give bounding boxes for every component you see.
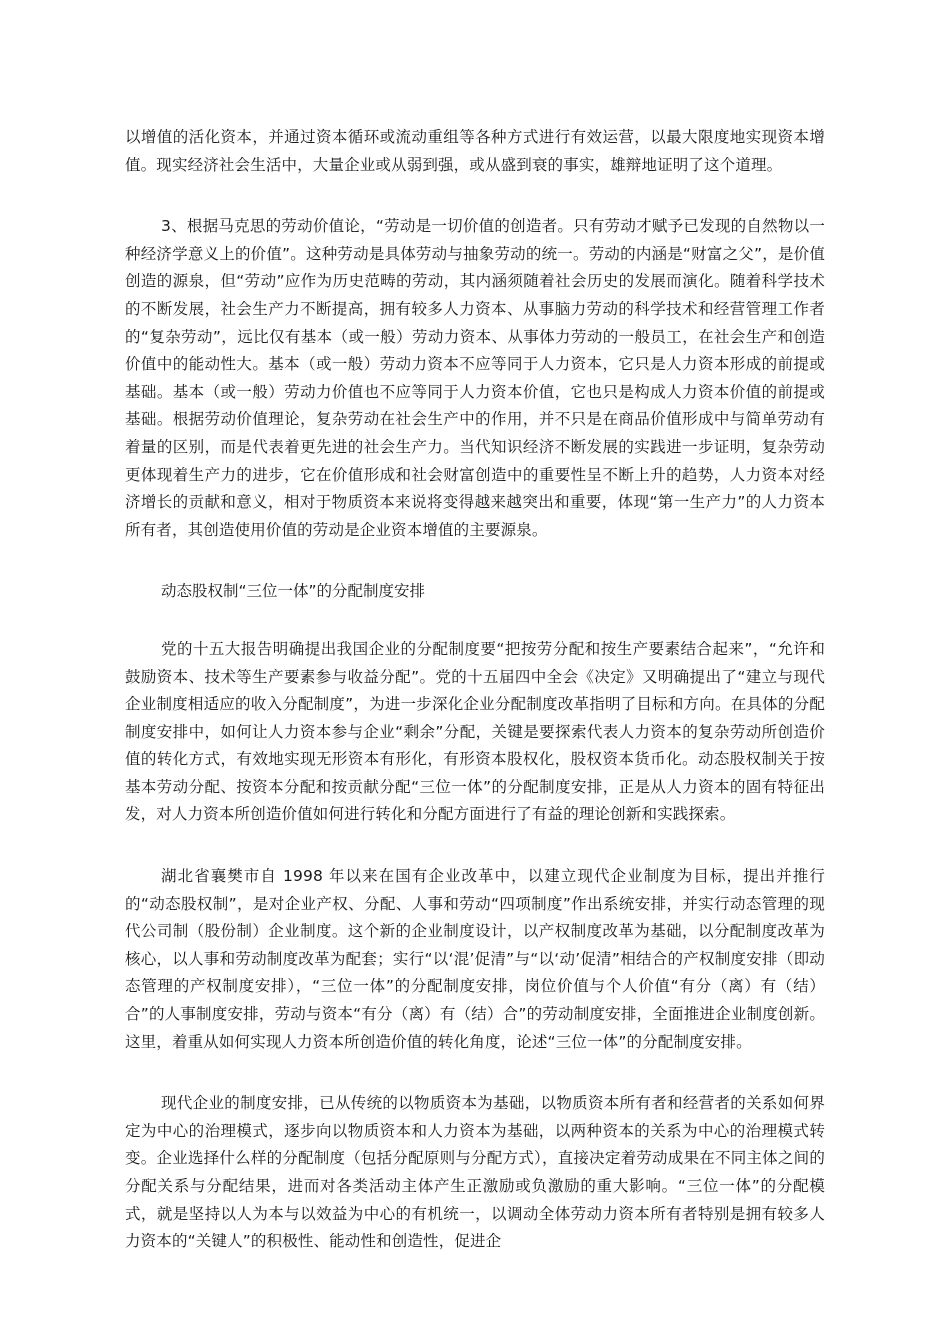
- paragraph-distribution-policy: 党的十五大报告明确提出我国企业的分配制度要“把按劳分配和按生产要素结合起来”，“允许和鼓励资本、技术等生产要素参与收益分配”。党的十五届四中全会《决定》又明确提出了“建立与现代企业制度相适应的收入分配制度”，为进一步深化企业分配制度改革指明了目标和方向。在具体的分配制度安排中，如何让人力资本参与企业“剩余”分配，关键是要探索代表人力资本的复杂劳动所创造价值的转化方式，有效地实现无形资本有形化，有形资本股权化，股权资本货币化。动态股权制关于按基本劳动分配、按资本分配和按贡献分配“三位一体”的分配制度安排，正是从人力资本的固有特征出发，对人力资本所创造价值如何进行转化和分配方面进行了有益的理论创新和实践探索。: [125, 639, 825, 824]
- paragraph-continuation: 以增值的活化资本，并通过资本循环或流动重组等各种方式进行有效运营，以最大限度地实现资本增值。现实经济社会生活中，大量企业或从弱到强，或从盛到衰的事实，雄辩地证明了这个道理。: [125, 128, 825, 174]
- section-heading: 动态股权制“三位一体”的分配制度安排: [161, 582, 426, 601]
- paragraph-xiangfan-reform: 湖北省襄樊市自 1998 年以来在国有企业改革中，以建立现代企业制度为目标，提出并推行的“动态股权制”，是对企业产权、分配、人事和劳动“四项制度”作出系统安排，并实行动态管理的现代公司制（股份制）企业制度。这个新的企业制度设计，以产权制度改革为基础，以分配制度改革为核心，以人事和劳动制度改革为配套；实行“以‘混’促清”与“以‘动’促清”相结合的产权制度安排（即动态管理的产权制度安排），“三位一体”的分配制度安排，岗位价值与个人价值“有分（离）有（结）合”的人事制度安排，劳动与资本“有分（离）有（结）合”的劳动制度安排，全面推进企业制度创新。这里，着重从如何实现人力资本所创造价值的转化角度，论述“三位一体”的分配制度安排。: [125, 867, 825, 1051]
- paragraph-labor-value-theory: 3、根据马克思的劳动价值论，“劳动是一切价值的创造者。只有劳动才赋予已发现的自然物以一种经济学意义上的价值”。这种劳动是具体劳动与抽象劳动的统一。劳动的内涵是“财富之父”，是价值创造的源泉，但“劳动”应作为历史范畴的劳动，其内涵须随着社会历史的发展而演化。随着科学技术的不断发展，社会生产力不断提高，拥有较多人力资本、从事脑力劳动的科学技术和经营管理工作者的“复杂劳动”，远比仅有基本（或一般）劳动力资本、从事体力劳动的一般员工，在社会生产和创造价值中的能动性大。基本（或一般）劳动力资本不应等同于人力资本，它只是人力资本形成的前提或基础。基本（或一般）劳动力价值也不应等同于人力资本价值，它也只是构成人力资本价值的前提或基础。根据劳动价值理论，复杂劳动在社会生产中的作用，并不只是在商品价值形成中与简单劳动有着量的区别，而是代表着更先进的社会生产力。当代知识经济不断发展的实践进一步证明，复杂劳动更体现着生产力的进步，它在价值形成和社会财富创造中的重要性呈不断上升的趋势，人力资本对经济增长的贡献和意义，相对于物质资本来说将变得越来越突出和重要，体现“第一生产力”的人力资本所有者，其创造使用价值的劳动是企业资本增值的主要源泉。: [125, 217, 825, 539]
- document-page: [125, 124, 825, 1290]
- paragraph-modern-enterprise: 现代企业的制度安排，已从传统的以物质资本为基础，以物质资本所有者和经营者的关系如何界定为中心的治理模式，逐步向以物质资本和人力资本为基础，以两种资本的关系为中心的治理模式转变。企业选择什么样的分配制度（包括分配原则与分配方式），直接决定着劳动成果在不同主体之间的分配关系与分配结果，进而对各类活动主体产生正激励或负激励的重大影响。“三位一体”的分配模式，就是坚持以人为本与以效益为中心的有机统一，以调动全体劳动力资本所有者特别是拥有较多人力资本的“关键人”的积极性、能动性和创造性，促进企: [125, 1094, 825, 1251]
